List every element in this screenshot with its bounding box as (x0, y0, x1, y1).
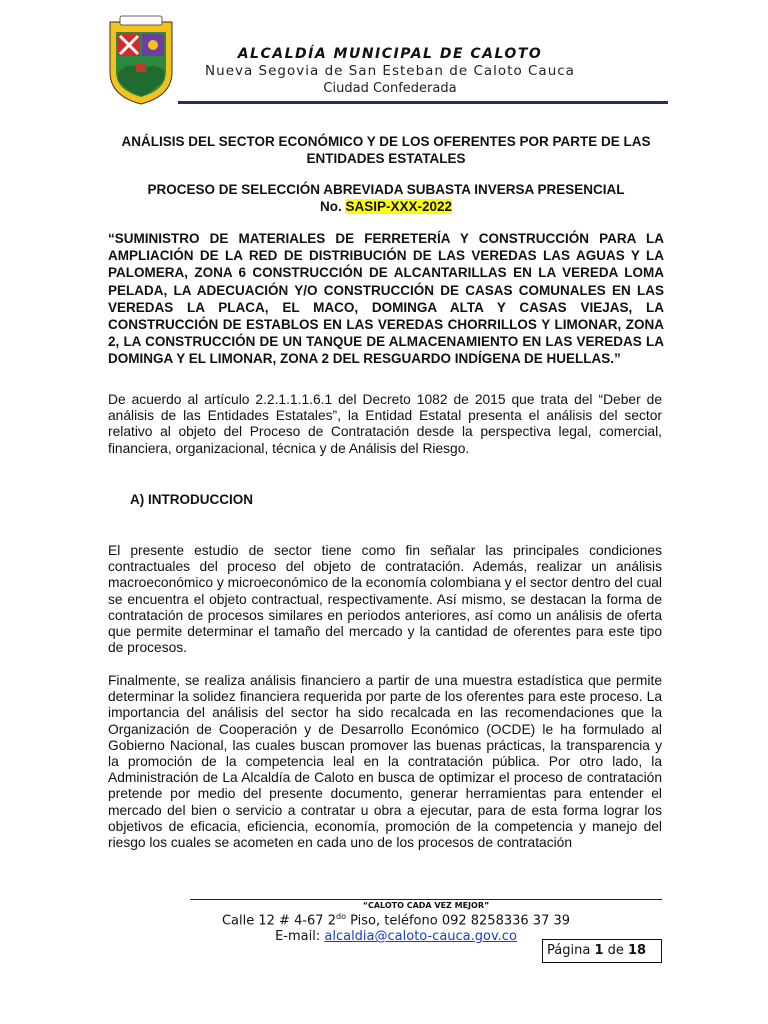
footer-divider (190, 899, 662, 900)
footer-address-rest: Piso, teléfono 092 8258336 37 39 (345, 913, 571, 929)
page-label: Página (547, 943, 591, 958)
header-subtitle: Nueva Segovia de San Esteban de Caloto Cauca (205, 63, 575, 79)
document-title-line1: ANÁLISIS DEL SECTOR ECONÓMICO Y DE LOS OFERENTES POR PARTE DE LAS (121, 134, 651, 149)
page-current: 1 (594, 943, 604, 958)
header-title: ALCALDÍA MUNICIPAL DE CALOTO (237, 46, 543, 62)
page-number-box (542, 939, 662, 963)
footer-address-sup: do (335, 912, 346, 921)
process-number-line (108, 198, 664, 215)
body-paragraph-2: Finalmente, se realiza análisis financiero a partir de una muestra estadística que permite determinar la solidez financiera requerida por parte de los oferentes para este proceso. La importancia del análisis del sector ha sido recalcada en las recomendaciones que la Organización de Cooperación y de Desarrollo Económico (OCDE) le ha formulado al Gobierno Nacional, las cuales buscan promover las buenas prácticas, la transparencia y la promoción de la competencia leal en la contratación pública. Por otro lado, la Administración de La Alcaldía de Caloto en busca de optimizar el proceso de contratación pretende por medio del presente documento, generar herramientas para entender el mercado del bien o servicio a contratar u obra a ejecutar, para de esta forma lograr los objetivos de eficacia, eficiencia, economía, promoción de la competencia y manejo del riesgo los cuales se acometen en cada uno de los procesos de contratación (108, 673, 662, 851)
project-object: “SUMINISTRO DE MATERIALES DE FERRETERÍA Y CONSTRUCCIÓN PARA LA AMPLIACIÓN DE LA RED DE DISTRIBUCIÓN DE LAS VEREDAS LAS AGUAS Y LA PALOMERA, ZONA 6 CONSTRUCCIÓN DE ALCANTARILLAS EN LA VEREDA LOMA PELADA, LA ADECUACIÓN Y/O CONSTRUCCIÓN DE CASAS COMUNALES EN LAS VEREDAS LA PLACA, EL MACO, DOMINGA ALTA Y CASAS VIEJAS, LA CONSTRUCCIÓN DE ESTABLOS EN LAS VEREDAS CHORRILLOS Y LIMONAR, ZONA 2, LA CONSTRUCCIÓN DE UN TANQUE DE ALMACENAMIENTO EN LAS VEREDAS LA DOMINGA Y EL LIMONAR, ZONA 2 DEL RESGUARDO INDÍGENA DE HUELLAS.” (108, 231, 664, 367)
footer-address (160, 912, 632, 928)
document-title (108, 133, 664, 167)
intro-paragraph: De acuerdo al artículo 2.2.1.1.1.6.1 del Decreto 1082 de 2015 que trata del “Deber de análisis de las Entidades Estatales”, la Entidad Estatal presenta el análisis del sector relativo al objeto del Proceso de Contratación desde la perspectiva legal, comercial, financiera, organizacional, técnica y de Análisis del Riesgo. (108, 392, 662, 456)
process-number-label: No. (319, 199, 342, 214)
page-total: 18 (628, 943, 647, 958)
page-of: de (607, 943, 624, 958)
process-number: SASIP-XXX-2022 (345, 199, 453, 214)
process-heading (108, 181, 664, 215)
document-title-line2: ENTIDADES ESTATALES (306, 151, 466, 166)
section-heading-introduccion: A) INTRODUCCION (130, 492, 253, 507)
header-divider (178, 101, 668, 104)
footer-email-link[interactable]: alcaldia@caloto-cauca.gov.co (324, 929, 517, 944)
footer-email-label: E-mail: (275, 929, 321, 944)
header-city: Ciudad Confederada (323, 81, 457, 96)
footer-address-main: Calle 12 # 4-67 2 (221, 913, 336, 929)
municipal-shield-logo (106, 14, 176, 106)
footer-motto: “CALOTO CADA VEZ MEJOR” (362, 901, 490, 910)
body-paragraph-1: El presente estudio de sector tiene como fin señalar las principales condiciones contractuales del proceso del objeto de contratación. Además, realizar un análisis macroeconómico y microeconómico de la economía colombiana y el sector dentro del cual se encuentra el objeto contractual, respectivamente. Así mismo, se destacan la forma de contratación de procesos similares en periodos anteriores, así como un análisis de oferta que permite determinar el tamaño del mercado y la cantidad de oferentes para este tipo de procesos. (108, 543, 662, 656)
process-line: PROCESO DE SELECCIÓN ABREVIADA SUBASTA INVERSA PRESENCIAL (147, 182, 625, 197)
